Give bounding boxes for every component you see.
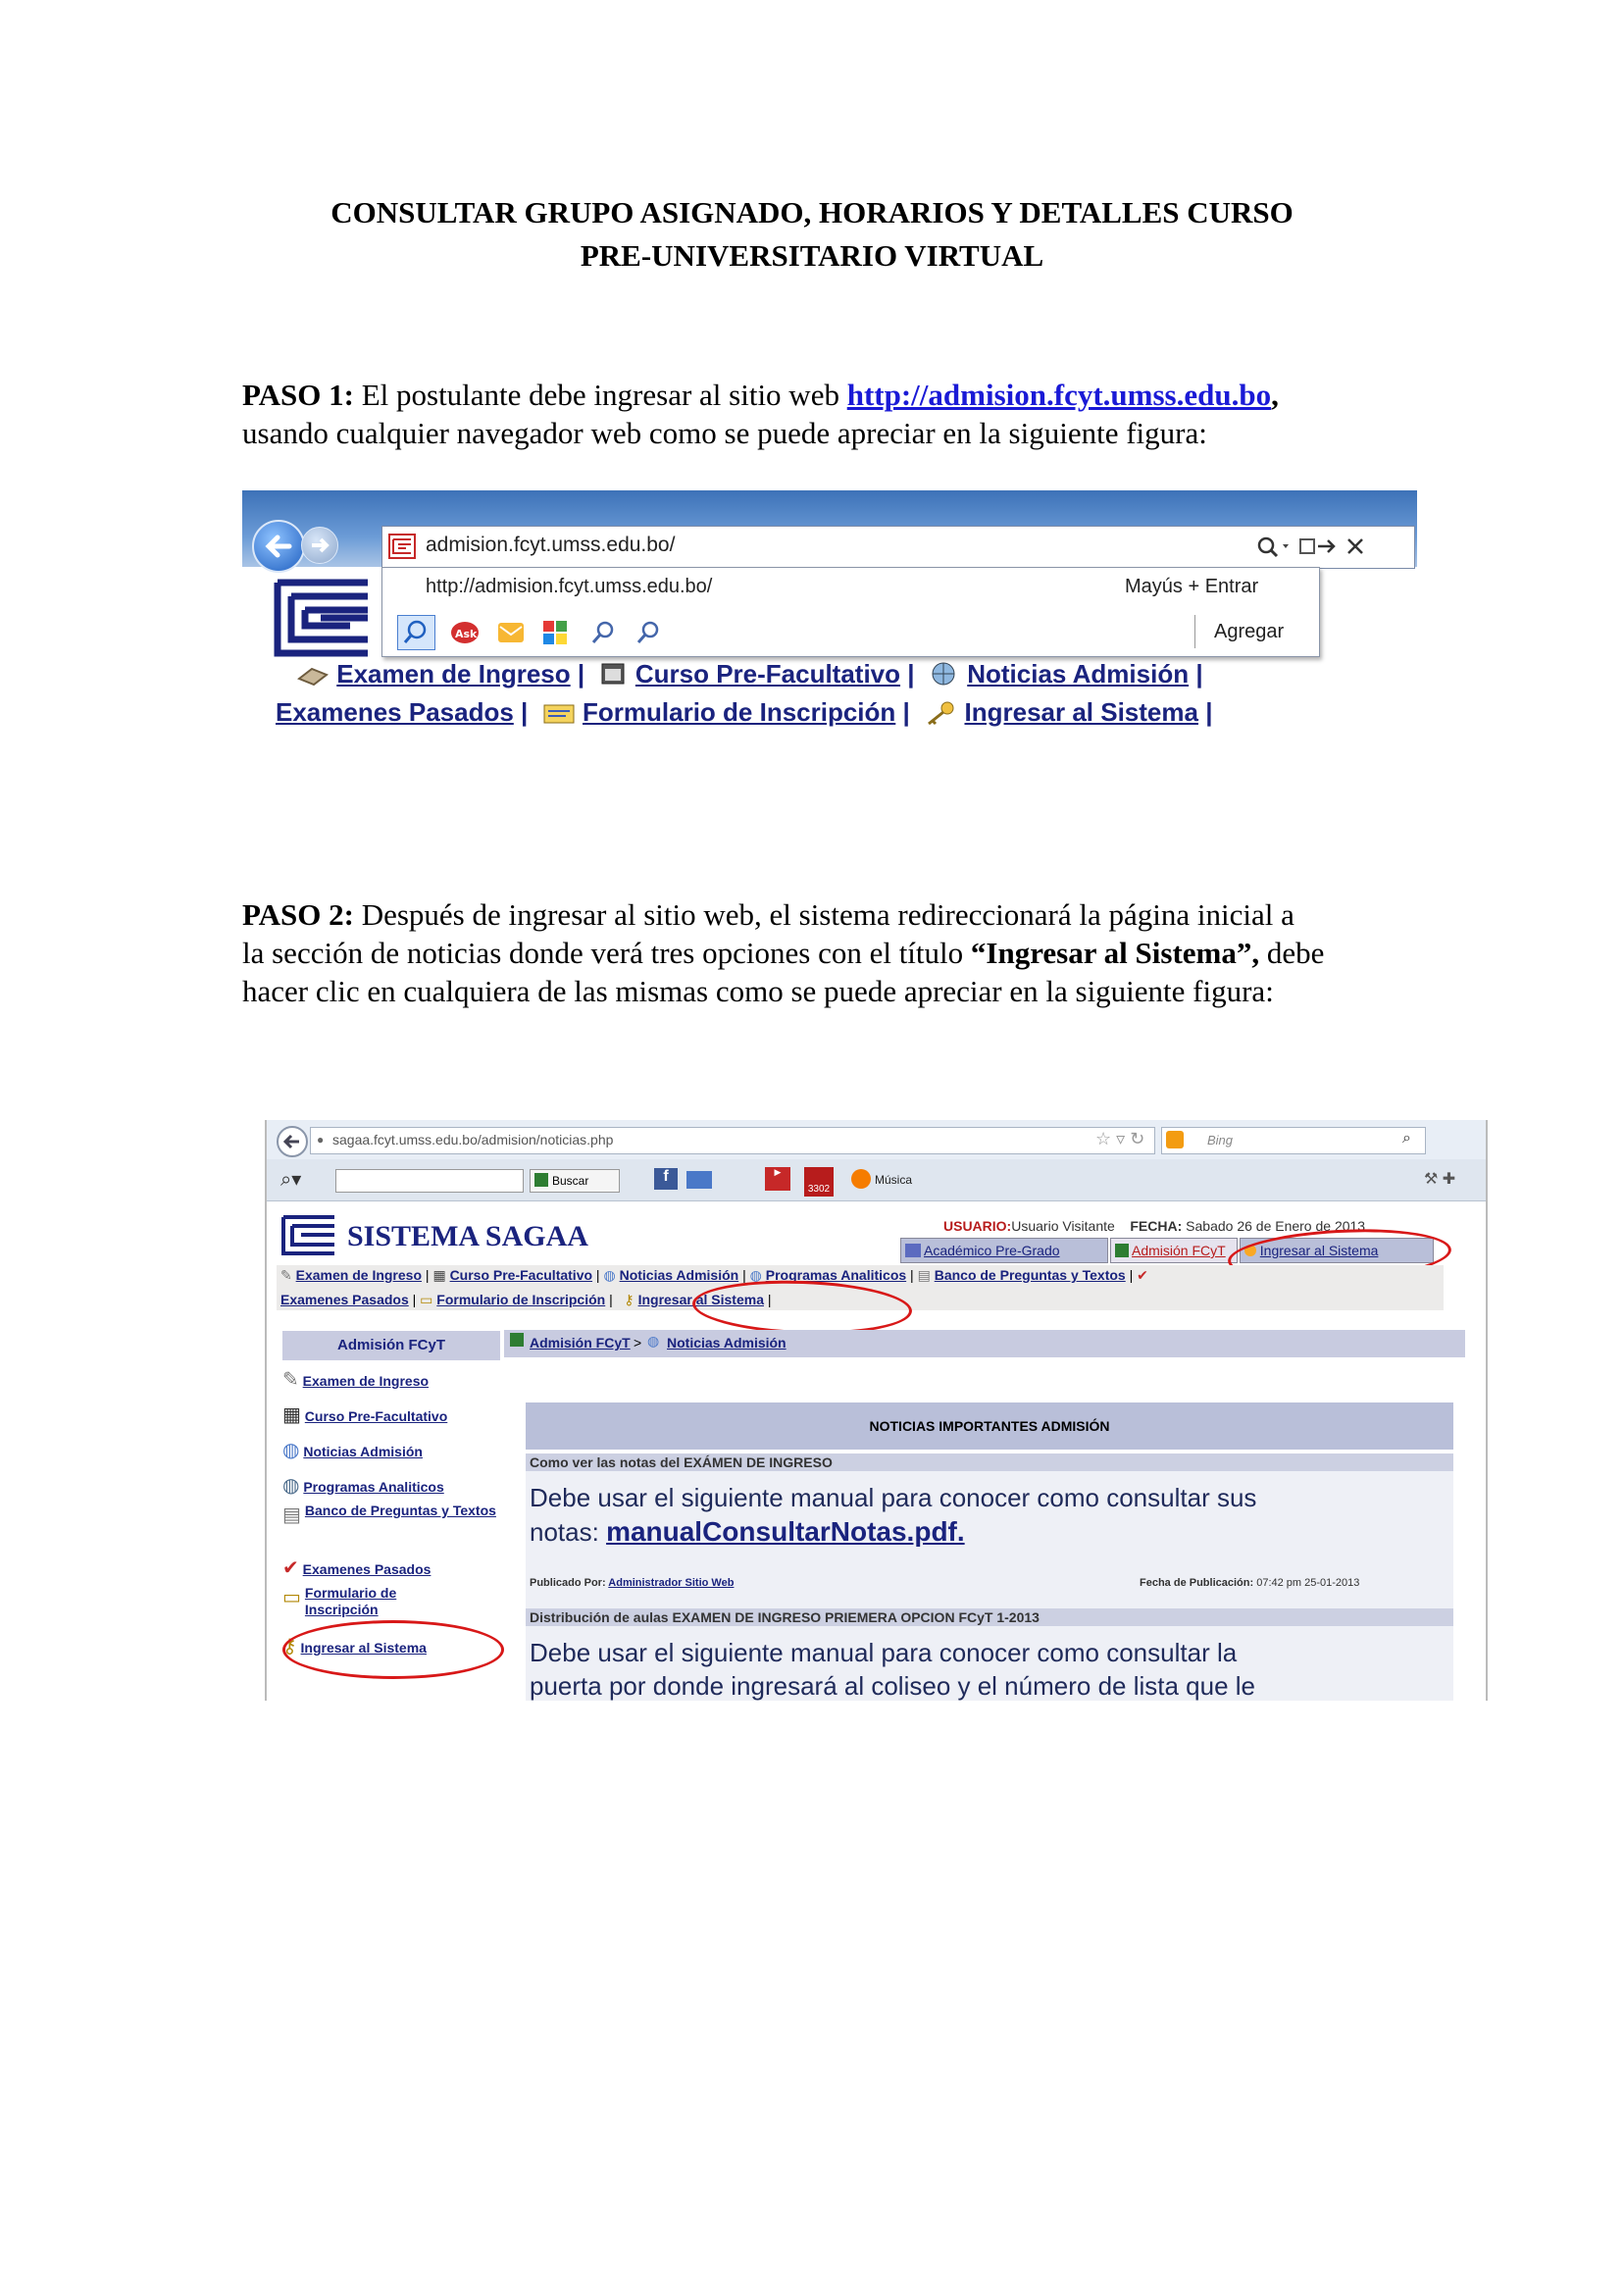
sidebar-item[interactable]: [282, 1555, 431, 1580]
back-button[interactable]: [252, 520, 305, 573]
nav-examenes-pasados[interactable]: Examenes Pasados: [280, 1292, 409, 1307]
link-examen-ingreso[interactable]: Examen de Ingreso: [336, 659, 571, 688]
nav-examen-ingreso[interactable]: Examen de Ingreso: [295, 1267, 423, 1283]
video-icon[interactable]: ▶: [765, 1167, 790, 1191]
breadcrumb-admision[interactable]: Admisión FCyT: [530, 1335, 631, 1351]
nav-icon: ◍: [749, 1267, 762, 1283]
sidebar-item-label: Banco de Preguntas y Textos: [304, 1503, 496, 1518]
svg-text:Ask: Ask: [455, 628, 478, 640]
publish-date: [1140, 1577, 1359, 1589]
sagaa-logo-icon: [280, 1214, 337, 1257]
paso1-text-a: El postulante debe ingresar al sitio web: [353, 378, 847, 412]
search-icon: ⌕: [1402, 1130, 1411, 1147]
tab-ingresar-label: Ingresar al Sistema: [1259, 1243, 1379, 1258]
shortcut-hint: Mayús + Entrar: [1125, 576, 1259, 597]
key-icon: ⚷: [282, 1636, 297, 1657]
divider: [1194, 615, 1195, 648]
news1-body-box: [526, 1471, 1453, 1608]
red-circle-annotation: [282, 1620, 504, 1679]
date-value: 07:42 pm 25-01-2013: [1256, 1577, 1360, 1589]
facebook-icon[interactable]: f: [654, 1168, 678, 1190]
site-title: SISTEMA SAGAA: [347, 1220, 588, 1252]
nav-icon: ▤: [917, 1267, 931, 1283]
bank-icon: ▤: [282, 1504, 301, 1526]
calendar-icon: [599, 661, 629, 687]
nav-curso-pre[interactable]: Curso Pre-Facultativo: [449, 1267, 593, 1283]
nav-icon: ◍: [603, 1267, 616, 1283]
link-formulario-inscripcion[interactable]: Formulario de Inscripción: [583, 697, 896, 727]
ask-icon[interactable]: [449, 619, 481, 646]
news-header: NOTICIAS IMPORTANTES ADMISIÓN: [526, 1402, 1453, 1450]
sidebar-item[interactable]: [282, 1367, 429, 1392]
paso1-label: PASO 1:: [242, 378, 354, 412]
nav-programas[interactable]: Programas Analiticos: [765, 1267, 907, 1283]
key-icon: ⚷: [624, 1292, 634, 1307]
sep: |: [1195, 659, 1203, 688]
nav-ingresar[interactable]: Ingresar al Sistema: [637, 1292, 764, 1307]
paso1-text-c: usando cualquier navegador web como se puede apreciar en la siguiente figura:: [242, 416, 1207, 450]
suggestion-url[interactable]: http://admision.fcyt.umss.edu.bo/: [426, 576, 713, 597]
link-examenes-pasados[interactable]: Examenes Pasados: [276, 697, 514, 727]
nav-banco[interactable]: Banco de Preguntas y Textos: [934, 1267, 1126, 1283]
news1-body2: notas:: [530, 1517, 607, 1547]
star-icon[interactable]: ☆ ▿ ↻: [1095, 1129, 1145, 1148]
tools-icon[interactable]: ⚒ ✚: [1424, 1171, 1456, 1188]
published-by-link[interactable]: Administrador Sitio Web: [608, 1577, 735, 1589]
search-bar[interactable]: [1161, 1127, 1426, 1154]
musica-label[interactable]: Música: [875, 1173, 913, 1187]
sep: |: [902, 697, 910, 727]
key-icon: [924, 700, 957, 726]
news1-pdf-link[interactable]: manualConsultarNotas.pdf.: [606, 1516, 965, 1547]
nav-row-1: ✎ Examen de Ingreso | ▦ Curso Pre-Facultativo | ◍ Noticias Admisión | ◍ Programas Analiticos | ▤ Banco de Preguntas y Textos | ✔: [280, 1267, 1148, 1283]
buscar-label: Buscar: [552, 1174, 589, 1188]
published-label: Publicado Por:: [530, 1577, 606, 1589]
back-arrow-icon: [279, 1128, 306, 1155]
paso2-text-c: debe: [1259, 936, 1325, 970]
title-line-2: PRE-UNIVERSITARIO VIRTUAL: [580, 238, 1044, 273]
tab-admision[interactable]: [1110, 1238, 1238, 1263]
link-ingresar-sistema[interactable]: Ingresar al Sistema: [964, 697, 1198, 727]
building-icon: [905, 1244, 921, 1257]
toolbar-search-input[interactable]: [335, 1169, 524, 1193]
usuario-label: USUARIO:: [943, 1218, 1012, 1234]
tab-academico[interactable]: [900, 1238, 1108, 1263]
nav-row-2: Examenes Pasados | ▭ Formulario de Inscripción | ⚷ Ingresar al Sistema |: [280, 1292, 772, 1307]
sidebar-item-label: Formulario de Inscripción: [304, 1585, 397, 1617]
sep: |: [577, 659, 585, 688]
paso1-link[interactable]: http://admision.fcyt.umss.edu.bo: [846, 378, 1272, 412]
back-arrow-icon: [254, 522, 303, 571]
sidebar-title: Admisión FCyT: [282, 1331, 500, 1360]
news1-title: Como ver las notas del EXÁMEN DE INGRESO: [526, 1453, 1453, 1471]
sidebar-item-label: Examen de Ingreso: [302, 1373, 430, 1389]
check-icon: ✔: [282, 1557, 299, 1579]
site-favicon-icon: [388, 534, 416, 559]
address-controls-icon: [1255, 535, 1402, 560]
book-icon: ✎: [282, 1369, 299, 1391]
nav-formulario[interactable]: Formulario de Inscripción: [436, 1292, 606, 1307]
nav-icon: ▭: [420, 1292, 433, 1307]
published-by: [530, 1577, 734, 1589]
sidebar-item-label: Curso Pre-Facultativo: [304, 1408, 448, 1424]
find-icon[interactable]: [588, 619, 618, 646]
paso2-highlight: “Ingresar al Sistema”,: [970, 936, 1260, 970]
usuario-value: Usuario Visitante: [1011, 1218, 1115, 1234]
globe-icon: [929, 661, 960, 687]
mail-icon[interactable]: [686, 1171, 712, 1189]
paso2-text-a: Después de ingresar al sitio web, el sistema redireccionará la página inicial a: [353, 897, 1294, 932]
sidebar-item-label: Noticias Admisión: [303, 1444, 423, 1459]
breadcrumb-noticias[interactable]: Noticias Admisión: [667, 1335, 787, 1351]
forward-arrow-icon: [302, 528, 337, 563]
search-tool-icon[interactable]: ⌕▾: [280, 1169, 302, 1191]
fecha-label: FECHA:: [1130, 1218, 1183, 1234]
sep: |: [521, 697, 529, 727]
sidebar-item[interactable]: [282, 1503, 500, 1527]
form-icon: ▭: [282, 1587, 301, 1608]
paso2-text-b: la sección de noticias donde verá tres opciones con el título: [242, 936, 971, 970]
notification-badge[interactable]: 3302: [804, 1167, 834, 1197]
breadcrumb-separator: >: [634, 1335, 642, 1351]
tab-academico-label: Académico Pre-Grado: [924, 1243, 1060, 1258]
fecha-value: Sabado 26 de Enero de 2013: [1186, 1218, 1366, 1234]
bing-icon: [1166, 1131, 1184, 1148]
news1-body-line2: [530, 1516, 965, 1548]
document-title: [0, 191, 1624, 278]
tab-admision-label: Admisión FCyT: [1132, 1243, 1226, 1258]
form-icon: [542, 700, 576, 726]
search-small-icon[interactable]: [634, 619, 663, 646]
magnifier-icon: [398, 616, 434, 649]
browser-screenshot-2: [265, 1120, 1488, 1701]
apps-icon[interactable]: [541, 619, 571, 646]
paso1-comma: ,: [1271, 378, 1279, 412]
back-button[interactable]: [277, 1126, 308, 1157]
globe-icon: ◍: [647, 1333, 660, 1349]
home-icon: [510, 1333, 524, 1347]
address-bar[interactable]: [381, 526, 1415, 569]
sidebar-item[interactable]: [282, 1438, 423, 1462]
globe-icon: ●: [317, 1133, 325, 1147]
breadcrumb-bar: [504, 1330, 1465, 1357]
news2-body-line2: puerta por donde ingresará al coliseo y el número de lista que le: [530, 1671, 1256, 1701]
news2-title: Distribución de aulas EXAMEN DE INGRESO PRIEMERA OPCION FCyT 1-2013: [526, 1608, 1453, 1626]
url-bar[interactable]: [310, 1127, 1155, 1154]
date-label: Fecha de Publicación:: [1140, 1577, 1254, 1589]
globe-icon: ◍: [282, 1440, 300, 1461]
sep: |: [907, 659, 915, 688]
search-provider-selected[interactable]: [397, 615, 435, 650]
address-dropdown: [381, 567, 1320, 657]
sidebar-item[interactable]: [282, 1585, 449, 1618]
news2-body-box: [526, 1626, 1453, 1701]
paso1-paragraph: [242, 376, 1404, 452]
forward-button[interactable]: [301, 527, 338, 564]
links-row-1: [296, 659, 1203, 689]
fcyt-logo-icon: [272, 577, 375, 660]
buscar-button[interactable]: [530, 1169, 620, 1193]
browser-screenshot-1: [242, 490, 1417, 741]
nav-icon: ✎: [280, 1267, 292, 1283]
calendar-icon: ▦: [282, 1404, 301, 1426]
link-noticias-admision[interactable]: Noticias Admisión: [967, 659, 1190, 688]
paso2-label: PASO 2:: [242, 897, 354, 932]
nav-icon: ✔: [1137, 1267, 1148, 1283]
sidebar-item[interactable]: [282, 1402, 447, 1427]
news2-body: Debe usar el siguiente manual para conocer como consultar la: [530, 1638, 1238, 1667]
go-icon: [534, 1173, 548, 1187]
book-icon: [296, 661, 330, 687]
news1-body: Debe usar el siguiente manual para conocer como consultar sus: [530, 1483, 1257, 1512]
paso2-paragraph: [242, 895, 1404, 1010]
sidebar-item[interactable]: [282, 1473, 444, 1498]
url-text: sagaa.fcyt.umss.edu.bo/admision/noticias.php: [332, 1132, 614, 1147]
search-engine-label: Bing: [1207, 1133, 1234, 1147]
sidebar-item-label: Examenes Pasados: [302, 1561, 431, 1577]
sep: |: [1205, 697, 1213, 727]
paso2-text-d: hacer clic en cualquiera de las mismas como se puede apreciar en la siguiente figura:: [242, 974, 1274, 1008]
sidebar-item-label: Programas Analiticos: [303, 1479, 444, 1495]
links-row-2: [276, 697, 1212, 728]
user-info: [943, 1218, 1365, 1234]
music-icon: [851, 1169, 871, 1189]
nav-icon: ▦: [432, 1267, 446, 1283]
books-icon: ◍: [282, 1475, 300, 1497]
address-text: admision.fcyt.umss.edu.bo/: [426, 534, 676, 556]
sidebar-item-label: Ingresar al Sistema: [300, 1640, 427, 1656]
nav-noticias[interactable]: Noticias Admisión: [619, 1267, 739, 1283]
link-curso-pre-facultativo[interactable]: Curso Pre-Facultativo: [634, 659, 901, 688]
title-line-1: CONSULTAR GRUPO ASIGNADO, HORARIOS Y DETALLES CURSO: [330, 195, 1294, 229]
tab-admision-icon: [1115, 1244, 1129, 1257]
add-provider-button[interactable]: Agregar: [1214, 621, 1285, 642]
mail-icon[interactable]: [496, 619, 526, 646]
